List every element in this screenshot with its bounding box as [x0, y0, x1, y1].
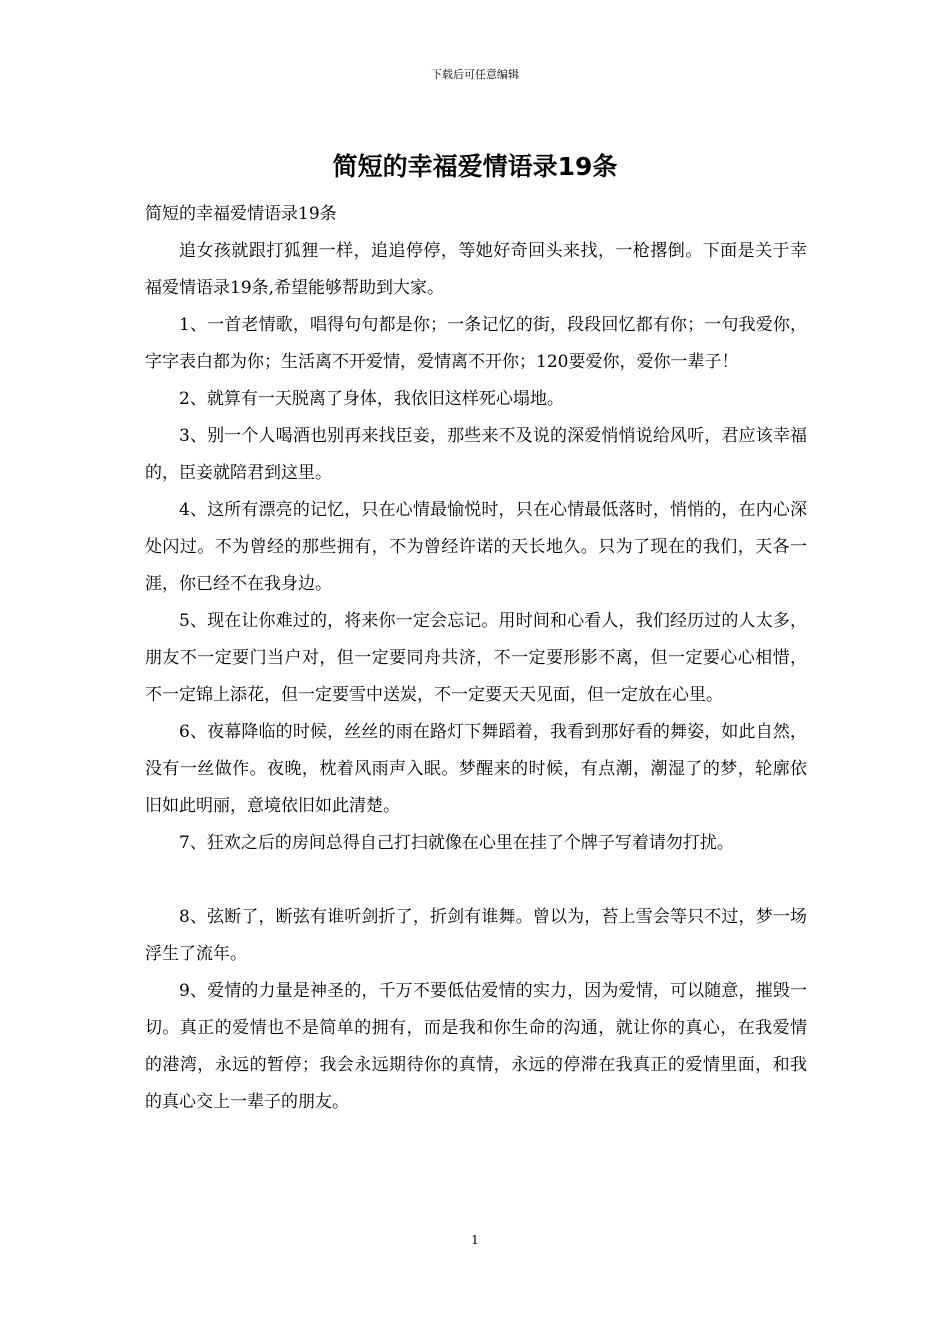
document-subtitle: 简短的幸福爱情语录19条 — [145, 204, 337, 224]
list-item: 4、这所有漂亮的记忆，只在心情最愉悦时，只在心情最低落时，悄悄的，在内心深处闪过。不为曾经的那些拥有，不为曾经许诺的天长地久。只为了现在的我们，天各一涯，你已经不在我身边。 — [145, 500, 807, 594]
list-item: 6、夜幕降临的时候，丝丝的雨在路灯下舞蹈着，我看到那好看的舞姿，如此自然，没有一丝做作。夜晚，枕着风雨声入眠。梦醒来的时候，有点潮，潮湿了的梦，轮廓依旧如此明丽，意境依旧如此清楚。 — [145, 722, 807, 816]
intro-paragraph: 追女孩就跟打狐狸一样，追追停停，等她好奇回头来找，一枪撂倒。下面是关于幸福爱情语录19条,希望能够帮助到大家。 — [145, 241, 807, 298]
page-header: 下载后可任意编辑 — [431, 68, 519, 81]
list-item: 3、别一个人喝酒也别再来找臣妾，那些来不及说的深爱悄悄说给风听，君应该幸福的，臣妾就陪君到这里。 — [145, 426, 807, 483]
document-body — [145, 196, 807, 1121]
list-item: 8、弦断了，断弦有谁听剑折了，折剑有谁舞。曾以为，苔上雪会等只不过，梦一场浮生了流年。 — [145, 907, 807, 964]
document-title: 简短的幸福爱情语录19条 — [332, 152, 618, 181]
list-item: 7、狂欢之后的房间总得自己打扫就像在心里在挂了个牌子写着请勿打扰。 — [179, 833, 734, 853]
list-item: 5、现在让你难过的，将来你一定会忘记。用时间和心看人，我们经历过的人太多，朋友不一定要门当户对，但一定要同舟共济，不一定要形影不离，但一定要心心相惜，不一定锦上添花，但一定要雪中送炭，不一定要天天见面，但一定放在心里。 — [145, 611, 807, 705]
list-item: 2、就算有一天脱离了身体，我依旧这样死心塌地。 — [179, 389, 564, 409]
blank-line — [145, 862, 807, 899]
list-item: 1、一首老情歌，唱得句句都是你；一条记忆的街，段段回忆都有你；一句我爱你，字字表白都为你；生活离不开爱情，爱情离不开你；120要爱你，爱你一辈子！ — [145, 315, 807, 372]
list-item: 9、爱情的力量是神圣的，千万不要低估爱情的实力，因为爱情，可以随意，摧毁一切。真正的爱情也不是简单的拥有，而是我和你生命的沟通，就让你的真心，在我爱情的港湾，永远的暂停；我会永远期待你的真情，永远的停滞在我真正的爱情里面，和我的真心交上一辈子的朋友。 — [145, 981, 807, 1112]
page-number: 1 — [471, 1233, 479, 1247]
